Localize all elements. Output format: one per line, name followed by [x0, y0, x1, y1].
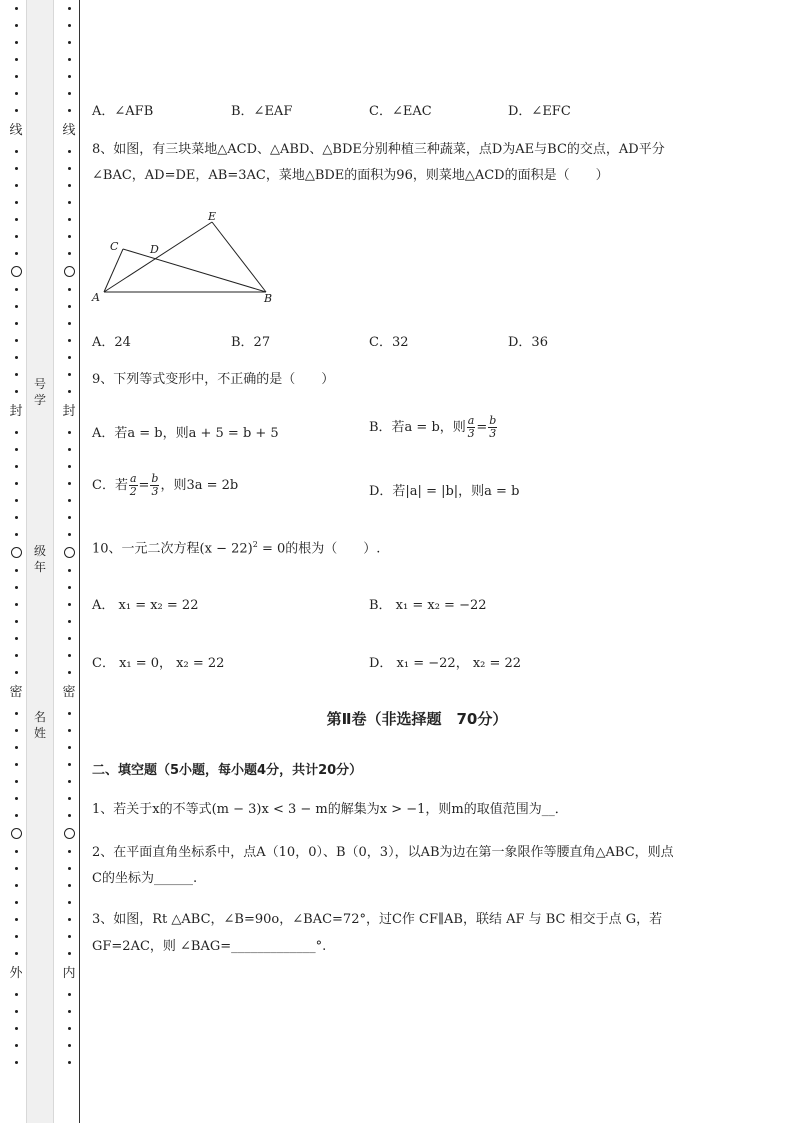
label-e: E	[208, 210, 217, 223]
label-c: C	[110, 240, 119, 253]
binding-dot	[15, 465, 18, 468]
binding-dot	[15, 637, 18, 640]
binding-dot	[15, 729, 18, 732]
binding-dot	[15, 305, 18, 308]
binding-dot	[68, 533, 71, 536]
binding-line	[79, 0, 80, 1123]
binding-mark: 封	[9, 404, 23, 419]
binding-dot	[68, 952, 71, 955]
fill-question-2-line2: C的坐标为______.	[92, 871, 198, 886]
binding-circle	[11, 266, 22, 277]
binding-dot	[68, 1044, 71, 1047]
q9-c-fraction-b: $\frac{b}{3}$	[151, 472, 159, 498]
binding-circle	[64, 266, 75, 277]
binding-dot	[68, 746, 71, 749]
binding-dot	[15, 184, 18, 187]
binding-dot	[68, 499, 71, 502]
binding-dot	[68, 586, 71, 589]
q9-option-d: D．若|a| = |b|，则a = b	[369, 484, 520, 499]
info-label-name: 名 姓	[33, 710, 46, 740]
fill-question-3-line2: GF=2AC，则 ∠BAG=_____________°.	[92, 939, 327, 954]
binding-dot	[68, 288, 71, 291]
binding-dot	[15, 1010, 18, 1013]
binding-dot	[68, 339, 71, 342]
q9-option-a: A．若a = b，则a + 5 = b + 5	[92, 426, 279, 441]
binding-dot	[15, 235, 18, 238]
info-label-grade: 级 年	[33, 544, 46, 574]
binding-dot	[68, 729, 71, 732]
binding-dot	[68, 7, 71, 10]
binding-circle	[11, 828, 22, 839]
binding-dot	[68, 637, 71, 640]
binding-dot	[68, 901, 71, 904]
binding-dot	[15, 918, 18, 921]
q9-b-text: B．若a = b，则	[369, 420, 466, 435]
binding-dot	[15, 1044, 18, 1047]
binding-dot	[15, 339, 18, 342]
q8-option-d: D．36	[508, 335, 548, 350]
binding-dot	[68, 390, 71, 393]
q8-option-a: A．24	[92, 335, 131, 350]
segment-cb	[123, 249, 266, 292]
q9-option-c: C．若 $\frac{a}{2}$ = $\frac{b}{3}$ ，则3a = 2b	[92, 472, 239, 498]
binding-dot	[15, 850, 18, 853]
binding-circle	[64, 828, 75, 839]
binding-dot	[68, 252, 71, 255]
binding-dot	[15, 58, 18, 61]
binding-dot	[68, 24, 71, 27]
q9-b-fraction-b: $\frac{b}{3}$	[489, 414, 497, 440]
binding-dot	[15, 533, 18, 536]
q8-option-b: B．27	[231, 335, 271, 350]
info-label-number: 号 学	[33, 377, 46, 407]
binding-dot	[15, 431, 18, 434]
binding-dot	[68, 763, 71, 766]
outer-dotted-column	[9, 0, 23, 1071]
binding-dot	[68, 218, 71, 221]
binding-dot	[68, 620, 71, 623]
binding-dot	[68, 92, 71, 95]
binding-dot	[15, 867, 18, 870]
fill-question-1: 1、若关于x的不等式(m − 3)x < 3 − m的解集为x > −1，则m的取值范围为__．	[92, 802, 568, 817]
binding-dot	[15, 935, 18, 938]
binding-dot	[15, 1061, 18, 1064]
binding-dot	[68, 654, 71, 657]
binding-dot	[15, 901, 18, 904]
q8-stem-line2: ∠BAC，AD=DE，AB=3AC，菜地△BDE的面积为96，则菜地△ACD的面积是（ ）	[92, 168, 609, 183]
binding-dot	[68, 373, 71, 376]
binding-dot	[15, 1027, 18, 1030]
binding-dot	[15, 322, 18, 325]
q7-option-a: A．∠AFB	[92, 104, 154, 119]
binding-dot	[15, 746, 18, 749]
binding-dot	[15, 109, 18, 112]
binding-dot	[15, 654, 18, 657]
inner-dotted-column	[62, 0, 76, 1071]
binding-dot	[15, 390, 18, 393]
binding-circle	[11, 547, 22, 558]
binding-dot	[15, 24, 18, 27]
binding-dot	[15, 620, 18, 623]
binding-dot	[15, 218, 18, 221]
binding-dot	[15, 884, 18, 887]
binding-dot	[15, 252, 18, 255]
binding-dot	[68, 482, 71, 485]
binding-dot	[15, 201, 18, 204]
binding-dot	[15, 482, 18, 485]
q10-option-d: D． x₁ = −22， x₂ = 22	[369, 656, 522, 671]
section-fill-in-heading: 二、填空题（5小题，每小题4分，共计20分）	[92, 763, 363, 778]
binding-dot	[68, 671, 71, 674]
binding-dot	[68, 448, 71, 451]
binding-dot	[68, 918, 71, 921]
binding-dot	[68, 75, 71, 78]
q10-stem: 10、一元二次方程$(x - 22)^2 = 0$的根为（ ）.	[92, 540, 381, 557]
binding-dot	[68, 516, 71, 519]
segment-eb	[212, 222, 266, 292]
binding-dot	[15, 603, 18, 606]
binding-dot	[68, 184, 71, 187]
binding-dot	[15, 780, 18, 783]
binding-mark: 线	[9, 123, 23, 138]
binding-dot	[68, 884, 71, 887]
student-info-strip	[26, 0, 54, 1123]
binding-dot	[68, 322, 71, 325]
q8-stem-line1: 8、如图，有三块菜地△ACD、△ABD、△BDE分别种植三种蔬菜，点D为AE与BC的交点，AD平分	[92, 142, 665, 157]
binding-dot	[15, 952, 18, 955]
q7-option-c: C．∠EAC	[369, 104, 432, 119]
binding-dot	[68, 356, 71, 359]
q8-triangle-figure	[88, 205, 288, 310]
binding-dot	[68, 465, 71, 468]
binding-dot	[68, 431, 71, 434]
part-2-title: 第Ⅱ卷（非选择题 70分）	[326, 710, 508, 728]
binding-dot	[15, 288, 18, 291]
binding-dot	[15, 373, 18, 376]
binding-dot	[68, 1061, 71, 1064]
binding-mark: 密	[9, 685, 23, 700]
label-d: D	[150, 243, 159, 256]
binding-dot	[68, 201, 71, 204]
binding-dot	[68, 569, 71, 572]
binding-dot	[15, 92, 18, 95]
binding-dot	[15, 993, 18, 996]
q10-option-b: B． x₁ = x₂ = −22	[369, 598, 487, 613]
binding-dot	[15, 167, 18, 170]
binding-dot	[68, 935, 71, 938]
binding-dot	[68, 780, 71, 783]
fill-question-3-line1: 3、如图，Rt △ABC，∠B=90o，∠BAC=72°，过C作 CF∥AB，联结 AF 与 BC 相交于点 G，若	[92, 912, 663, 927]
binding-dot	[15, 7, 18, 10]
label-b: B	[264, 292, 273, 305]
binding-dot	[68, 814, 71, 817]
q7-option-b: B．∠EAF	[231, 104, 293, 119]
q9-stem: 9、下列等式变形中，不正确的是（ ）	[92, 372, 335, 387]
binding-dot	[15, 569, 18, 572]
binding-circle	[64, 547, 75, 558]
binding-mark: 内	[62, 966, 76, 981]
q9-option-b: B．若a = b，则 $\frac{a}{3}$ = $\frac{b}{3}$	[369, 414, 497, 440]
binding-dot	[68, 58, 71, 61]
segment-ae	[104, 222, 212, 292]
binding-dot	[68, 41, 71, 44]
binding-mark: 密	[62, 685, 76, 700]
binding-dot	[15, 586, 18, 589]
binding-dot	[68, 1027, 71, 1030]
label-a: A	[92, 291, 100, 304]
binding-dot	[15, 150, 18, 153]
q7-option-d: D．∠EFC	[508, 104, 571, 119]
q9-c-fraction-a: $\frac{a}{2}$	[129, 472, 137, 498]
binding-dot	[15, 797, 18, 800]
q10-option-c: C． x₁ = 0， x₂ = 22	[92, 656, 225, 671]
binding-dot	[68, 167, 71, 170]
binding-dot	[15, 499, 18, 502]
fill-question-2-line1: 2、在平面直角坐标系中，点A（10，0）、B（0，3），以AB为边在第一象限作等腰直角△ABC，则点	[92, 845, 674, 860]
binding-dot	[68, 867, 71, 870]
binding-dot	[68, 603, 71, 606]
binding-dot	[68, 150, 71, 153]
binding-dot	[15, 41, 18, 44]
binding-dot	[15, 516, 18, 519]
binding-dot	[15, 75, 18, 78]
binding-dot	[15, 671, 18, 674]
binding-mark: 封	[62, 404, 76, 419]
binding-dot	[15, 448, 18, 451]
binding-dot	[15, 763, 18, 766]
binding-dot	[15, 814, 18, 817]
binding-dot	[68, 797, 71, 800]
binding-dot	[68, 850, 71, 853]
binding-dot	[68, 109, 71, 112]
binding-dot	[68, 1010, 71, 1013]
binding-dot	[68, 993, 71, 996]
binding-mark: 线	[62, 123, 76, 138]
binding-dot	[15, 356, 18, 359]
binding-mark: 外	[9, 966, 23, 981]
q8-option-c: C．32	[369, 335, 409, 350]
binding-dot	[68, 305, 71, 308]
q9-b-fraction-a: $\frac{a}{3}$	[467, 414, 475, 440]
q10-option-a: A． x₁ = x₂ = 22	[92, 598, 199, 613]
binding-dot	[68, 235, 71, 238]
